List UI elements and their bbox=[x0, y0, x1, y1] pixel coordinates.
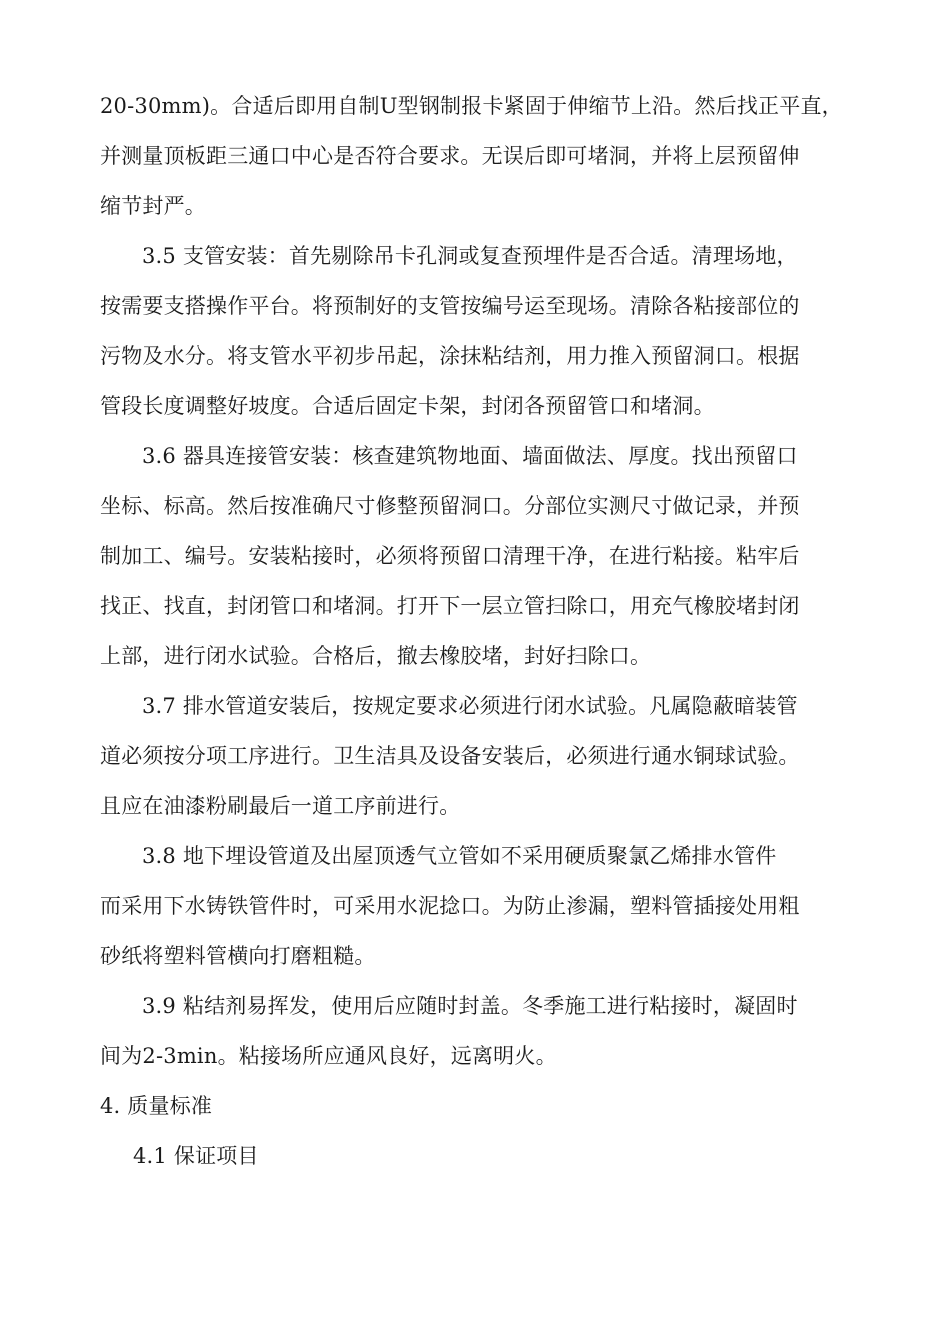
text-line: 污物及水分。将支管水平初步吊起，涂抹粘结剂，用力推入预留洞口。根据 bbox=[100, 344, 800, 368]
paragraph-3-5-start: 3.5 支管安装：首先剔除吊卡孔洞或复查预埋件是否合适。清理场地， bbox=[142, 244, 798, 268]
text-line: 管段长度调整好坡度。合适后固定卡架，封闭各预留管口和堵洞。 bbox=[100, 394, 715, 418]
text-line: 且应在油漆粉刷最后一道工序前进行。 bbox=[100, 794, 461, 818]
text-line: 制加工、编号。安装粘接时，必须将预留口清理干净，在进行粘接。粘牢后 bbox=[100, 544, 800, 568]
text-line: 上部，进行闭水试验。合格后，撤去橡胶堵，封好扫除口。 bbox=[100, 644, 652, 668]
text-line: 道必须按分项工序进行。卫生洁具及设备安装后，必须进行通水铜球试验。 bbox=[100, 744, 800, 768]
text-line: 并测量顶板距三通口中心是否符合要求。无误后即可堵洞，并将上层预留伸 bbox=[100, 144, 800, 168]
section-heading-quality-standard: 4. 质量标准 bbox=[100, 1094, 213, 1118]
paragraph-3-6-start: 3.6 器具连接管安装：核查建筑物地面、墙面做法、厚度。找出预留口 bbox=[142, 444, 798, 468]
text-line: 而采用下水铸铁管件时，可采用水泥捻口。为防止渗漏，塑料管插接处用粗 bbox=[100, 894, 800, 918]
paragraph-3-8-start: 3.8 地下埋设管道及出屋顶透气立管如不采用硬质聚氯乙烯排水管件 bbox=[142, 844, 777, 868]
subsection-heading-guarantee-items: 4.1 保证项目 bbox=[133, 1144, 259, 1168]
text-line: 坐标、标高。然后按准确尺寸修整预留洞口。分部位实测尺寸做记录，并预 bbox=[100, 494, 800, 518]
text-line: 找正、找直，封闭管口和堵洞。打开下一层立管扫除口，用充气橡胶堵封闭 bbox=[100, 594, 800, 618]
text-line: 砂纸将塑料管横向打磨粗糙。 bbox=[100, 944, 376, 968]
paragraph-3-9-start: 3.9 粘结剂易挥发，使用后应随时封盖。冬季施工进行粘接时，凝固时 bbox=[142, 994, 798, 1018]
text-line: 20-30mm)。合适后即用自制U型钢制报卡紧固于伸缩节上沿。然后找正平直， bbox=[100, 94, 843, 118]
text-line: 间为2-3min。粘接场所应通风良好，远离明火。 bbox=[100, 1044, 557, 1068]
paragraph-3-7-start: 3.7 排水管道安装后，按规定要求必须进行闭水试验。凡属隐蔽暗装管 bbox=[142, 694, 798, 718]
text-line: 按需要支搭操作平台。将预制好的支管按编号运至现场。清除各粘接部位的 bbox=[100, 294, 800, 318]
text-line: 缩节封严。 bbox=[100, 194, 206, 218]
